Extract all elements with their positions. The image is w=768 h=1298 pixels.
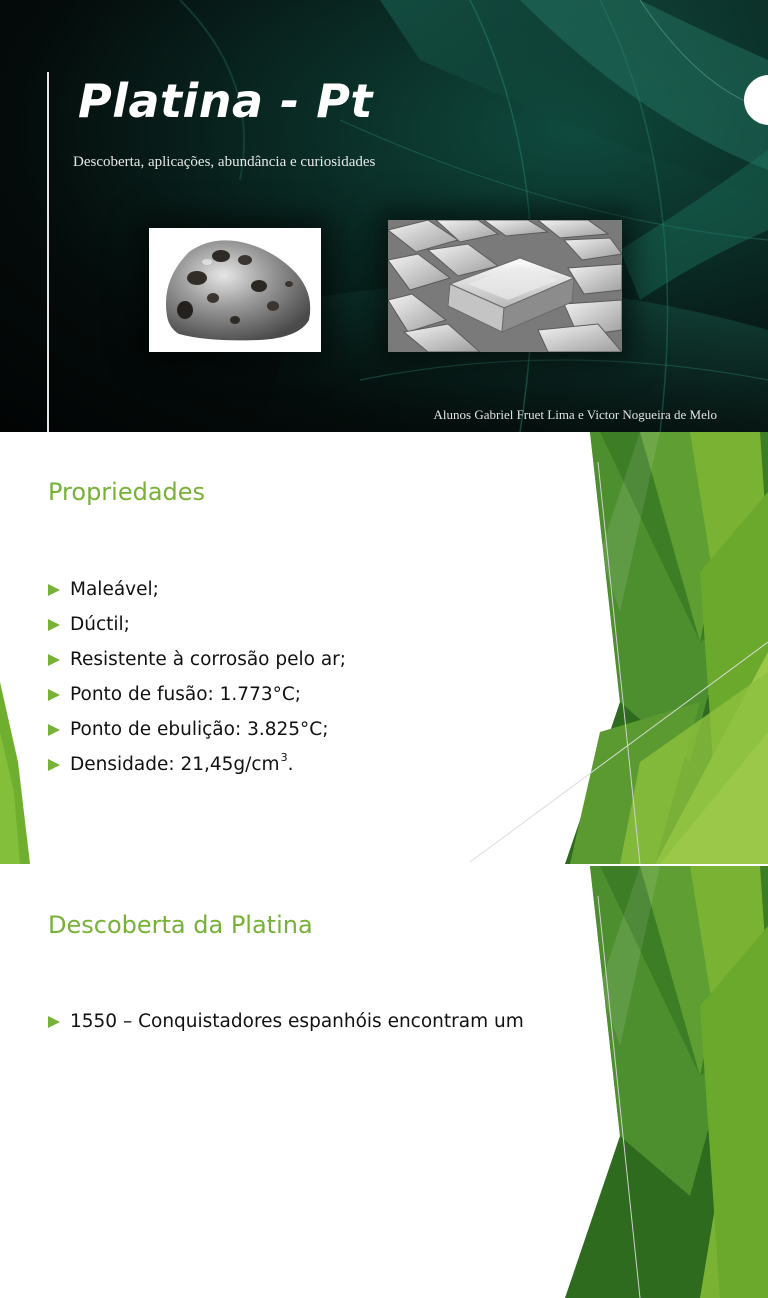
bullet-text: Maleável; [70, 579, 159, 600]
bullet-arrow-icon [48, 724, 60, 736]
list-item [48, 642, 346, 677]
list-item [48, 607, 346, 642]
bullet-arrow-icon [48, 654, 60, 666]
discovery-list [48, 1004, 524, 1039]
density-superscript: 3 [280, 751, 288, 765]
slide-heading: Propriedades [48, 478, 206, 506]
bullet-text: Dúctil; [70, 614, 130, 635]
density-text: Densidade: 21,45g/cm [70, 754, 280, 776]
bullet-text [70, 753, 293, 775]
bullet-text: 1550 – Conquistadores espanhóis encontram um [70, 1011, 524, 1032]
slide-title: Platina - Pt [78, 74, 373, 128]
properties-slide [0, 432, 768, 864]
platinum-bars-image [388, 220, 622, 352]
leaf-background [0, 0, 768, 432]
density-period: . [287, 754, 294, 776]
list-item [48, 572, 346, 607]
bullet-text: Ponto de fusão: 1.773°C; [70, 684, 302, 705]
slide-heading: Descoberta da Platina [48, 911, 313, 939]
discovery-slide [0, 866, 768, 1298]
properties-list [48, 572, 346, 782]
platinum-nugget-image [149, 228, 321, 352]
bullet-arrow-icon [48, 689, 60, 701]
bullet-text: Ponto de ebulição: 3.825°C; [70, 719, 329, 740]
title-slide [0, 0, 768, 432]
title-divider-line [47, 72, 49, 432]
slide-subtitle: Descoberta, aplicações, abundância e curiosidades [73, 154, 376, 170]
bullet-arrow-icon [48, 619, 60, 631]
list-item [48, 677, 346, 712]
bullet-arrow-icon [48, 584, 60, 596]
list-item [48, 712, 346, 747]
bullet-arrow-icon [48, 759, 60, 771]
bullet-arrow-icon [48, 1016, 60, 1028]
list-item [48, 747, 346, 782]
bullet-text: Resistente à corrosão pelo ar; [70, 649, 347, 670]
authors-credit: Alunos Gabriel Fruet Lima e Victor Nogueira de Melo [433, 407, 717, 422]
list-item [48, 1004, 524, 1039]
